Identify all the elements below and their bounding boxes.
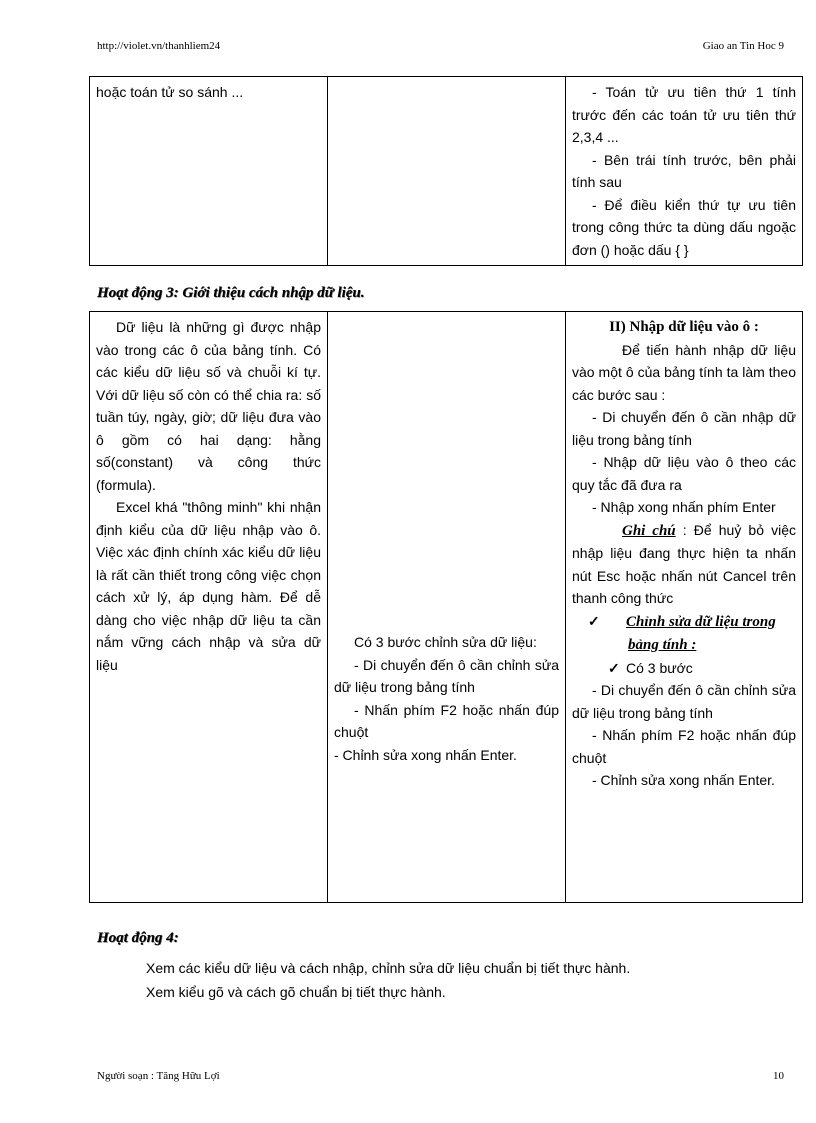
edit-step-3: - Chỉnh sửa xong nhấn Enter.	[334, 746, 517, 763]
section-title: II) Nhập dữ liệu vào ô :	[609, 319, 759, 335]
edit-step-2: - Nhấn phím F2 hoặc nhấn đúp chuột	[334, 701, 559, 740]
table1-col1	[90, 77, 328, 266]
note-text: : Để huỷ bỏ việc nhập liệu đang thực hiện ta nhấn nút Esc hoặc nhấn nút Cancel trên thanh công thức	[572, 521, 797, 606]
data-definition-paragraph: Dữ liệu là những gì được nhập vào trong các ô của bảng tính. Có các kiểu dữ liệu số và chuỗi kí tự. Với dữ liệu số còn có thể chia ra: số tuần túy, ngày, giờ; dữ liệu đưa vào ô gồm có hai dạng: hằng số(constant) và công thức (formula).	[96, 319, 321, 493]
table-data-entry	[89, 311, 803, 903]
header-url: http://violet.vn/thanhliem24	[97, 40, 221, 52]
c3-edit-step-1: - Di chuyển đến ô cần chỉnh sửa dữ liệu trong bảng tính	[572, 682, 796, 721]
check-icon: ✓	[588, 612, 600, 629]
operator-rule-2: - Bên trái tính trước, bên phải tính sau	[572, 151, 796, 190]
edit-step-1: - Di chuyển đến ô cần chỉnh sửa dữ liệu trong bảng tính	[334, 656, 559, 695]
entry-step-3: - Nhập xong nhấn phím Enter	[592, 499, 776, 515]
table-operators	[89, 76, 803, 266]
table2-col2	[328, 312, 566, 903]
check1-text: Chỉnh sửa dữ liệu trong bảng tính :	[626, 613, 776, 653]
note-label: Ghi chú	[622, 522, 676, 539]
operator-rule-3: - Để điều kiển thứ tự ưu tiên trong công thức ta dùng dấu ngoặc đơn () hoặc dấu { }	[572, 196, 796, 258]
entry-step-2: - Nhập dữ liệu vào ô theo các quy tắc đã đưa ra	[572, 454, 796, 493]
header-title: Giao an Tin Hoc 9	[702, 40, 784, 52]
activity4-line-1: Xem các kiểu dữ liệu và cách nhập, chỉnh sửa dữ liệu chuẩn bị tiết thực hành.	[146, 960, 631, 976]
page-number: 10	[773, 1070, 784, 1082]
operator-rule-1: - Toán tử ưu tiên thứ 1 tính trước đến các toán tử ưu tiên thứ 2,3,4 ...	[572, 84, 796, 145]
entry-intro: Để tiến hành nhập dữ liệu vào một ô của bảng tính ta làm theo các bước sau :	[572, 341, 796, 403]
footer-author: Người soạn : Tăng Hữu Lợi	[97, 1070, 220, 1082]
c3-edit-step-2: - Nhấn phím F2 hoặc nhấn đúp chuột	[572, 727, 796, 766]
c3-edit-step-3: - Chỉnh sửa xong nhấn Enter.	[592, 772, 775, 788]
table1-col1-text: hoặc toán tử so sánh ...	[96, 84, 244, 100]
table1-col3	[566, 77, 803, 266]
check-item-2	[572, 657, 796, 680]
activity3-title: Hoạt động 3: Giới thiệu cách nhập dữ liệu.	[97, 285, 365, 301]
table1-col2	[328, 77, 566, 266]
check-item-1	[588, 610, 796, 657]
activity4-title: Hoạt động 4:	[97, 930, 179, 946]
table2-col1	[90, 312, 328, 903]
excel-smart-paragraph: Excel khá "thông minh" khi nhận định kiểu của dữ liệu nhập vào ô. Việc xác định chính xác kiểu dữ liệu là rất cần thiết trong công việc chọn cách xử lý, áp dụng hàm. Để dễ dàng cho việc nhập dữ liệu ta cần nắm vững cách nhập và sửa dữ liệu	[96, 499, 321, 673]
check2-text: Có 3 bước	[626, 659, 693, 676]
edit-steps-intro: Có 3 bước chỉnh sửa dữ liệu:	[354, 634, 537, 650]
entry-step-1: - Di chuyển đến ô cần nhập dữ liệu trong bảng tính	[572, 409, 796, 448]
check-icon: ✓	[608, 659, 620, 676]
activity4-line-2: Xem kiểu gõ và cách gõ chuẩn bị tiết thực hành.	[146, 984, 446, 1000]
table2-col3	[566, 312, 803, 903]
note-paragraph	[572, 519, 796, 610]
